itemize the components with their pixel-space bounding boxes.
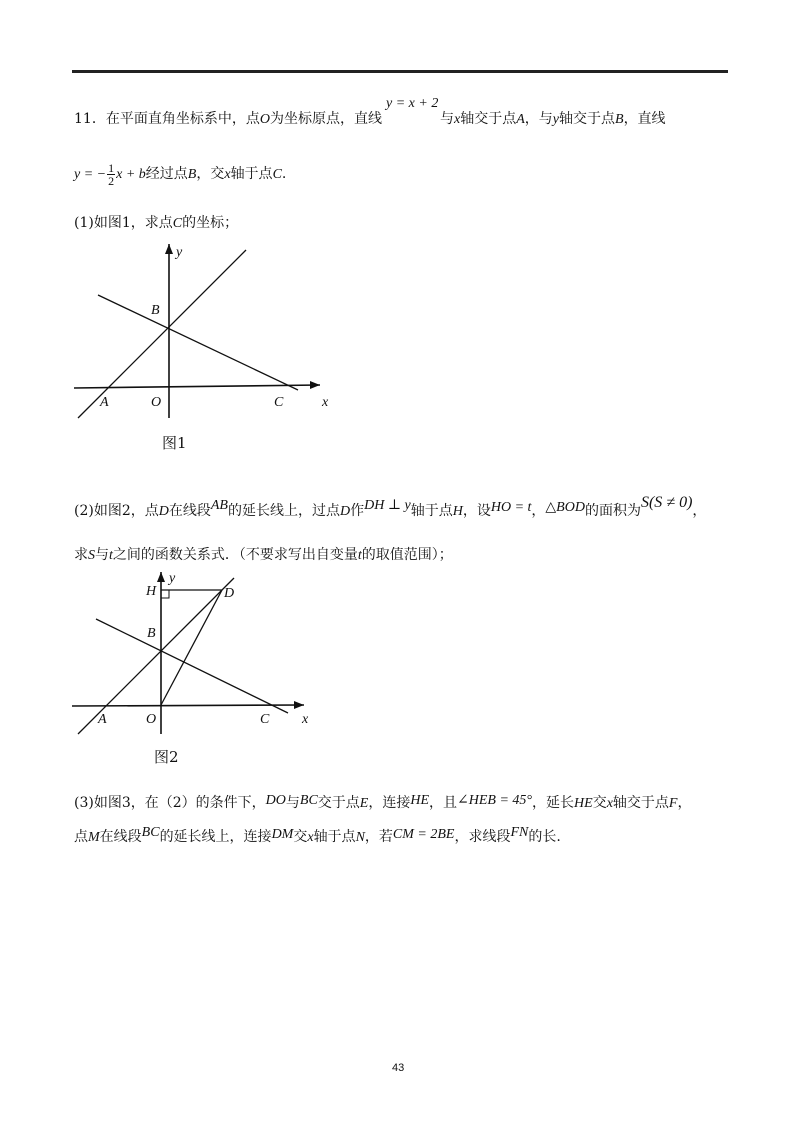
figure-1-caption: 图1 (162, 434, 187, 452)
part3-question-line1: (3)如图3，在（2）的条件下，DO与BC交于点E，连接HE，且∠HEB = 45°，延长HE交x轴交于点F， (74, 793, 692, 811)
fig2-label-C: C (260, 712, 270, 727)
fig2-segment-OD (161, 590, 222, 705)
fig1-label-x: x (322, 395, 329, 410)
fig2-label-H: H (146, 584, 157, 599)
header-rule (72, 70, 728, 73)
fig2-label-x: x (302, 712, 309, 727)
fig2-label-O: O (146, 712, 157, 727)
fraction-half: $\frac{1}{2}$ (108, 161, 115, 188)
fig1-label-A: A (100, 395, 109, 410)
fig1-label-O: O (151, 395, 162, 410)
fig1-line-BC (98, 295, 298, 390)
problem-line-2: y = − $\frac{1}{2}$ x + b经过点B，交x轴于点C. (74, 161, 287, 188)
fig2-y-arrow (157, 572, 165, 582)
figure-2-caption: 图2 (154, 748, 179, 766)
part2-question-line1: (2)如图2，点D在线段AB的延长线上，过点D作DH ⊥ y轴于点H，设HO = t，△BOD的面积为S(S ≠ 0)， (74, 494, 707, 519)
fig2-right-angle-mark (161, 590, 169, 598)
fig2-x-arrow (294, 701, 304, 709)
page-number: 43 (392, 1062, 405, 1074)
fig1-line-AB (78, 250, 246, 418)
part2-question-line2: 求S与t之间的函数关系式．（不要求写出自变量t的取值范围）； (74, 547, 453, 563)
fig2-label-B: B (147, 626, 156, 641)
problem-line-1b: 与x轴交于点A，与y轴交于点B，直线 (440, 111, 666, 127)
figure-1 (60, 236, 350, 460)
equation-line2: y = − $\frac{1}{2}$ x + b (74, 161, 146, 188)
fig1-y-arrow (165, 244, 173, 254)
figure-2 (60, 566, 350, 772)
part1-question: (1)如图1，求点C的坐标； (74, 215, 239, 231)
fig1-x-arrow (310, 381, 320, 389)
part3-question-line2: 点M在线段BC的延长线上，连接DM交x轴于点N，若CM = 2BE，求线段FN的长. (74, 825, 561, 845)
fig1-label-B: B (151, 303, 160, 318)
fig2-label-D: D (224, 586, 235, 601)
fig1-label-y: y (176, 245, 183, 260)
fig2-label-A: A (98, 712, 107, 727)
fig1-label-C: C (274, 395, 284, 410)
fig2-line-BC (96, 619, 288, 713)
problem-line-1: 11．在平面直角坐标系中，点O为坐标原点，直线 (74, 111, 382, 127)
fig2-line-AB (78, 578, 234, 734)
fig2-label-y: y (169, 571, 176, 586)
equation-line1: y = x + 2 (386, 96, 439, 111)
